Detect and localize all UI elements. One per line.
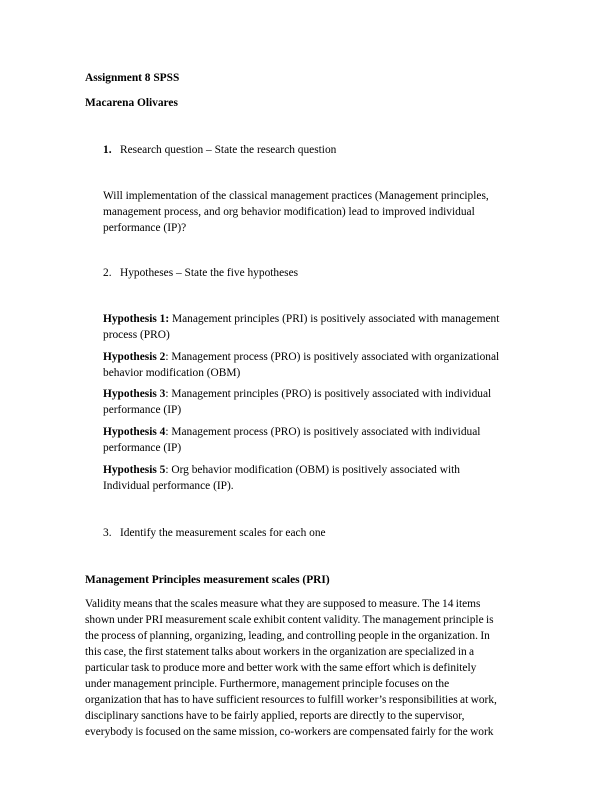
question-3-text: Identify the measurement scales for each one — [120, 527, 326, 539]
paragraph-line: Validity means that the scales measure what they are supposed to measure. The 14 items — [85, 598, 481, 610]
question-1 — [103, 142, 535, 158]
hypothesis-5 — [103, 462, 535, 478]
question-2 — [103, 265, 535, 281]
hypothesis-3-text: : Management principles (PRO) is positively associated with individual — [165, 388, 492, 400]
hypothesis-2-cont: behavior modification (OBM) — [103, 367, 241, 379]
research-question-line-3: performance (IP)? — [103, 222, 187, 234]
question-3-number: 3. — [103, 527, 112, 539]
paragraph-line: the process of planning, organizing, leading, and controlling people in the organization. In — [85, 630, 490, 642]
hypothesis-4-text: : Management process (PRO) is positively associated with individual — [165, 426, 481, 438]
question-1-text: Research question – State the research question — [120, 144, 337, 156]
hypothesis-4-cont: performance (IP) — [103, 442, 182, 454]
section-heading: Management Principles measurement scales (PRI) — [85, 574, 330, 586]
paragraph-line: shown under PRI measurement scale exhibit content validity. The management principle is — [85, 614, 494, 626]
paragraph-line: this case, the first statement talks about workers in the organization are specialized in a — [85, 646, 475, 658]
hypothesis-3-cont: performance (IP) — [103, 404, 182, 416]
hypothesis-1-cont: process (PRO) — [103, 329, 170, 341]
hypothesis-1-label: Hypothesis 1: — [103, 313, 170, 325]
hypothesis-2-text: : Management process (PRO) is positively associated with organizational — [165, 351, 500, 363]
research-question-line-2: management process, and org behavior modification) lead to improved individual — [103, 206, 475, 218]
document-title: Assignment 8 SPSS — [85, 72, 180, 84]
hypothesis-1-text: Management principles (PRI) is positively associated with management — [169, 313, 500, 325]
hypothesis-2-label: Hypothesis 2 — [103, 351, 166, 363]
hypothesis-4 — [103, 424, 535, 440]
hypothesis-2 — [103, 349, 535, 365]
question-2-number: 2. — [103, 267, 112, 279]
hypothesis-3 — [103, 386, 535, 402]
research-question-line-1: Will implementation of the classical management practices (Management principles, — [103, 190, 489, 202]
paragraph-line: disciplinary sanctions have to be fairly applied, reports are directly to the supervisor, — [85, 710, 465, 722]
paragraph-line: everybody is focused on the same mission, co-workers are compensated fairly for the work — [85, 726, 494, 738]
hypothesis-5-label: Hypothesis 5 — [103, 464, 166, 476]
paragraph-line: particular task to produce more and better work with the same effort which is definitely — [85, 662, 477, 674]
paragraph-line: organization that has to have sufficient resources to fulfill worker’s responsibilities at work, — [85, 694, 497, 706]
author-name: Macarena Olivares — [85, 97, 178, 109]
hypothesis-5-text: : Org behavior modification (OBM) is positively associated with — [165, 464, 460, 476]
paragraph-line: under management principle. Furthermore, management principle focuses on the — [85, 678, 450, 690]
hypothesis-3-label: Hypothesis 3 — [103, 388, 166, 400]
hypothesis-1 — [103, 311, 535, 327]
question-2-text: Hypotheses – State the five hypotheses — [120, 267, 299, 279]
hypothesis-4-label: Hypothesis 4 — [103, 426, 166, 438]
question-1-number: 1. — [103, 144, 112, 156]
question-3 — [103, 525, 535, 541]
hypothesis-5-cont: Individual performance (IP). — [103, 480, 234, 492]
